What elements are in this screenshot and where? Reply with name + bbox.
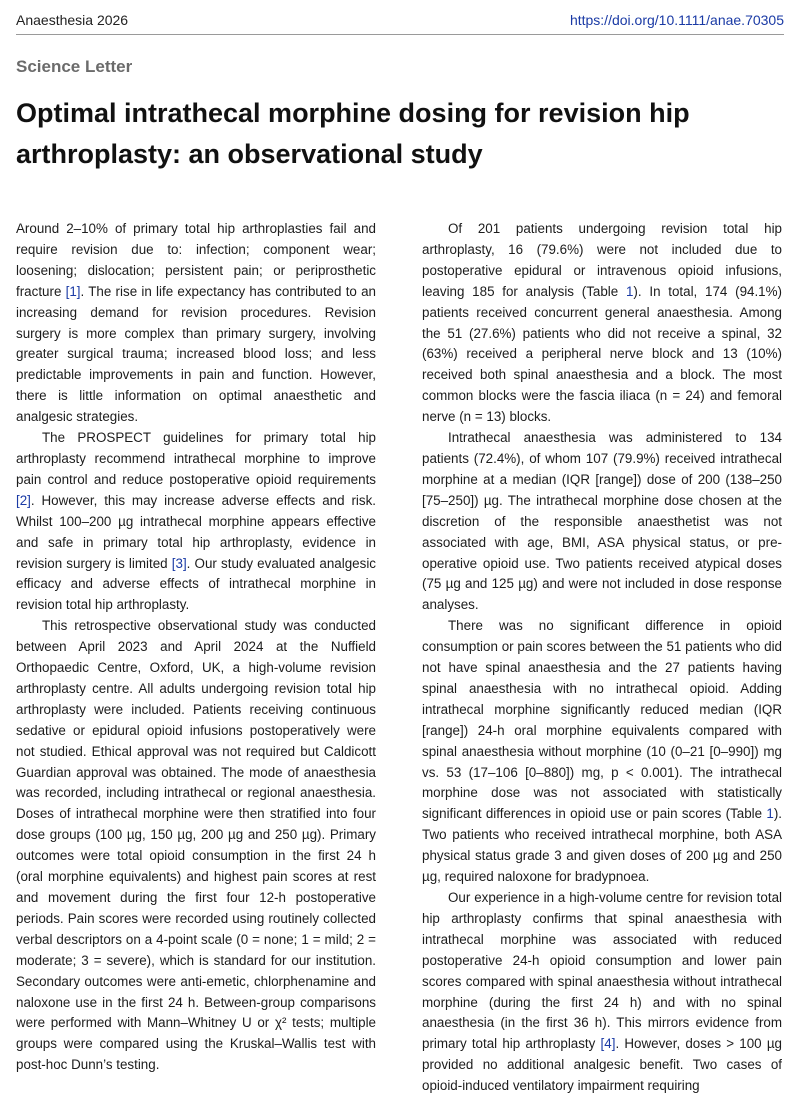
reference-link[interactable]: 1 (625, 283, 634, 299)
journal-name: Anaesthesia 2026 (16, 12, 129, 28)
body-paragraph (422, 428, 782, 616)
reference-link[interactable]: [1] (65, 283, 81, 299)
paragraph-text: ). In total, 174 (94.1%) patients received concurrent general anaesthesia. Among the 51 (27.6%) patients who did not receive a spinal, 32 (63%) received a peripheral nerve block and 13 (10%) received both spinal anaesthesia and a block. The most common blocks were the fascia iliaca (n = 24) and femoral nerve (n = 13) blocks. (422, 283, 782, 425)
body-paragraph (16, 428, 376, 616)
section-label: Science Letter (16, 57, 133, 76)
body-column-left (16, 219, 376, 1076)
paragraph-text: ). Two patients who received intrathecal morphine, both ASA physical status grade 3 and given doses of 200 µg and 250 µg, required naloxone for bradypnoea. (422, 806, 782, 885)
body-paragraph (422, 888, 782, 1097)
paragraph-text: Around 2–10% of primary total hip arthroplasties fail and require revision due to: infection; component wear; loosening; dislocation; persistent pain; or periprosthetic fracture (16, 221, 376, 299)
reference-link[interactable]: [2] (16, 492, 31, 508)
paragraph-text: Of 201 patients undergoing revision total hip arthroplasty, 16 (79.6%) were not included due to postoperative epidural or intravenous opioid infusions, leaving 185 for analysis (Table (422, 221, 782, 299)
paragraph-text: This retrospective observational study was conducted between April 2023 and April 2024 at the Nuffield Orthopaedic Centre, Oxford, UK, a high-volume revision arthroplasty centre. All adults undergoing revision total hip arthroplasty were included. Patients receiving continuous sedative or epidural opioid infusions postoperatively were not studied. Ethical approval was not required but Caldicott Guardian approval was obtained. The mode of anaesthesia was recorded, including intrathecal or regional anaesthesia. Doses of intrathecal morphine were then stratified into four dose groups (100 µg, 150 µg, 200 µg and 250 µg). Primary outcomes were total opioid consumption in the first 24 h (oral morphine equivalents) and highest pain scores at rest and movement during the first four 12-h postoperative periods. Pain scores were recorded using routinely collected verbal descriptors on a 4-point scale (0 = none; 1 = mild; 2 = moderate; 3 = severe), which is standard for our institution. Secondary outcomes were anti-emetic, chlorphenamine and naloxone use in the first 24 h. Between-group comparisons were performed with Mann–Whitney U or χ² tests; multiple groups were compared using the Kruskal–Wallis test with post-hoc Dunn’s testing. (16, 618, 376, 1073)
body-paragraph (16, 616, 376, 1076)
paragraph-text: . The rise in life expectancy has contributed to an increasing demand for revision procedures. Revision surgery is more complex than primary surgery, involving greater surgical trauma; increased blood loss; and less predictable improvements in pain and function. However, there is little information on optimal anaesthetic and analgesic strategies. (16, 283, 376, 425)
paragraph-text: Intrathecal anaesthesia was administered to 134 patients (72.4%), of whom 107 (79.9%) received intrathecal morphine at a median (IQR [range]) dose of 200 (138–250 [75–250]) µg. The intrathecal morphine dose chosen at the discretion of the responsible anaesthetist was not associated with age, BMI, ASA physical status, or pre-operative opioid use. Two patients received atypical doses (75 µg and 125 µg) and were not included in dose response analyses. (422, 430, 782, 613)
body-column-right (422, 219, 782, 1097)
doi-link[interactable]: https://doi.org/10.1111/anae.70305 (569, 12, 784, 28)
body-paragraph (422, 219, 782, 428)
paragraph-text: Our experience in a high-volume centre for revision total hip arthroplasty confirms that spinal anaesthesia with intrathecal morphine was associated with reduced postoperative 24-h opioid consumption and lower pain scores compared with spinal anaesthesia without intrathecal morphine (during the first 24 h) and with no spinal anaesthesia (in the first 36 h). This mirrors evidence from primary total hip arthroplasty (422, 890, 782, 1052)
reference-link[interactable]: [3] (171, 555, 187, 571)
reference-link[interactable]: [4] (600, 1036, 616, 1052)
paragraph-text: . However, this may increase adverse effects and risk. Whilst 100–200 µg intrathecal morphine appears effective and safe in primary total hip arthroplasty, evidence in revision surgery is limited (16, 492, 376, 571)
article-title: Optimal intrathecal morphine dosing for revision hip arthroplasty: an observational study (16, 98, 690, 169)
paragraph-text: The PROSPECT guidelines for primary total hip arthroplasty recommend intrathecal morphine to improve pain control and reduce postoperative opioid requirements (16, 430, 376, 487)
reference-link[interactable]: 1 (766, 806, 774, 822)
body-paragraph (16, 219, 376, 428)
paragraph-text: There was no significant difference in opioid consumption or pain scores between the 51 patients who did not have spinal anaesthesia and the 27 patients having spinal anaesthesia with no intrathecal opioid. Adding intrathecal morphine significantly reduced median (IQR [range]) 24-h oral morphine equivalents compared with spinal anaesthesia without morphine (10 (0–21 [0–990]) mg vs. 53 (17–106 [0–880]) mg, p < 0.001). The intrathecal morphine dose was not associated with statistically significant differences in opioid use or pain scores (Table (422, 618, 782, 822)
header-divider (16, 34, 784, 35)
running-head (16, 8, 784, 32)
paragraph-text: . Our study evaluated analgesic efficacy and adverse effects of intrathecal morphine in revision total hip arthroplasty. (16, 555, 376, 613)
paragraph-text: . However, doses > 100 µg provided no additional analgesic benefit. Two cases of opioid-induced ventilatory impairment requiring (422, 1036, 782, 1094)
body-paragraph (422, 616, 782, 888)
